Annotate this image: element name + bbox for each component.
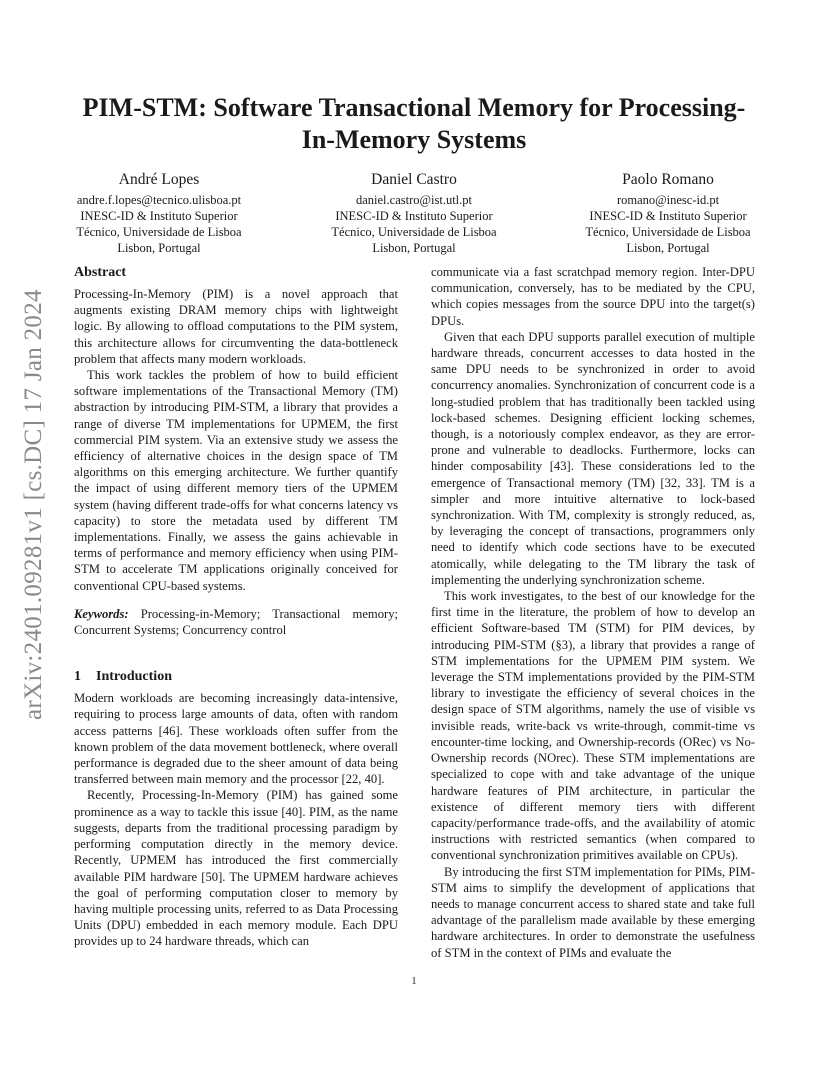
section-heading bbox=[74, 668, 398, 686]
abstract-paragraph: Processing-In-Memory (PIM) is a novel approach that augments existing DRAM memory chips with lightweight logic. By allowing to offload computations to the PIM system, this architecture allows for circumventing the data-bottleneck problem that affects many modern workloads. bbox=[74, 287, 398, 366]
abstract-heading: Abstract bbox=[74, 265, 127, 280]
author-location: Lisbon, Portugal bbox=[117, 241, 201, 255]
body-paragraph: Recently, Processing-In-Memory (PIM) has gained some prominence as a way to tackle this issue [40]. PIM, as the name suggests, departs from the traditional processing paradigm by performing computation directly in the memory device. Recently, UPMEM has introduced the first commercially available PIM hardware [50]. The UPMEM hardware achieves the goal of performing computation closer to memory by having multiple processing units, referred to as Data Processing Units (DPU) embedded in each memory module. Each DPU provides up to 24 hardware threads, which can bbox=[74, 788, 398, 949]
author-affiliation: INESC-ID & Instituto Superior bbox=[589, 209, 747, 223]
body-paragraph: Given that each DPU supports parallel execution of multiple hardware threads, concurrent accesses to data hosted in the same DPU needs to be synchronized in order to avoid concurrency anomalies. Synchronization of concurrent code is a long-studied problem that has traditionally been tackled using lock-based schemes. Designing efficient locking schemes, though, is a notoriously complex endeavor, as they are error-prone and vulnerable to deadlocks. Furthermore, locks can hinder composability [43]. These considerations led to the emergence of Transactional memory (TM) [32, 33]. TM is a simpler and more intuitive alternative to lock-based synchronization. With TM, complexity is strongly reduced, as, by leveraging the concept of transactions, programmers only need to identify which code sections have to be executed atomically, while delegating to the TM library the task of implementing the underlying synchronization scheme. bbox=[431, 329, 755, 587]
section-title: Introduction bbox=[96, 669, 172, 685]
keywords bbox=[74, 606, 398, 638]
keywords-text: Processing-in-Memory; Transactional memory; Concurrent Systems; Concurrency control bbox=[74, 606, 398, 638]
author-affiliation: Técnico, Universidade de Lisboa bbox=[331, 225, 497, 239]
author-block bbox=[553, 170, 783, 256]
author-block bbox=[299, 170, 529, 256]
body-paragraph: Modern workloads are becoming increasingly data-intensive, requiring to process large amounts of data, often with random access patterns [46]. These workloads often suffer from the known problem of the data movement bottleneck, where overall performance is degraded due to the sheer amount of data being transferred between main memory and the processor [22, 40]. bbox=[74, 691, 398, 787]
author-email: daniel.castro@ist.utl.pt bbox=[355, 193, 472, 207]
arxiv-identifier: arXiv:2401.09281v1 [cs.DC] 17 Jan 2024 bbox=[20, 289, 47, 720]
author-location: Lisbon, Portugal bbox=[372, 241, 456, 255]
author-email: andre.f.lopes@tecnico.ulisboa.pt bbox=[76, 193, 242, 207]
keywords-label: Keywords: bbox=[74, 606, 129, 621]
author-location: Lisbon, Portugal bbox=[626, 241, 710, 255]
author-affiliation: INESC-ID & Instituto Superior bbox=[335, 209, 493, 223]
author-name: André Lopes bbox=[118, 171, 200, 188]
author-email: romano@inesc-id.pt bbox=[616, 193, 720, 207]
body-paragraph: By introducing the first STM implementation for PIMs, PIM-STM aims to simplify the development of applications that needs to manage concurrent access to shared state and take full advantage of the parallelism made available by these emerging hardware architectures. In order to demonstrate the usefulness of STM in the context of PIMs and evaluate the bbox=[431, 864, 755, 960]
author-name: Daniel Castro bbox=[371, 171, 457, 188]
author-affiliation: INESC-ID & Instituto Superior bbox=[80, 209, 238, 223]
page-number: 1 bbox=[411, 976, 417, 987]
abstract-paragraph: This work tackles the problem of how to build efficient software implementations of the Transactional Memory (TM) abstraction by introducing PIM-STM, a library that provides a range of diverse TM implementations for UPMEM, the first commercial PIM system. Via an extensive study we assess the efficiency of alternative choices in the design space of TM algorithms on this emerging architecture. We further quantify the impact of using different memory tiers of the UPMEM system (having different trade-offs for what concerns latency vs capacity) to store the metadata used by different TM implementations. Finally, we assess the gains achievable in terms of performance and memory efficiency when using PIM-STM to accelerate TM applications originally conceived for conventional CPU-based systems. bbox=[74, 368, 398, 593]
author-affiliation: Técnico, Universidade de Lisboa bbox=[76, 225, 242, 239]
paper-title: PIM-STM: Software Transactional Memory for Processing-In-Memory Systems bbox=[82, 93, 746, 154]
left-column bbox=[74, 264, 398, 950]
section-number: 1 bbox=[74, 669, 81, 685]
body-paragraph: communicate via a fast scratchpad memory region. Inter-DPU communication, conversely, has to be mediated by the CPU, which copies messages from the source DPU into the target(s) DPUs. bbox=[431, 265, 755, 328]
author-affiliation: Técnico, Universidade de Lisboa bbox=[585, 225, 751, 239]
author-name: Paolo Romano bbox=[622, 171, 714, 188]
right-column bbox=[431, 264, 755, 961]
body-paragraph: This work investigates, to the best of our knowledge for the first time in the literature, the problem of how to develop an efficient Software-based TM (STM) for PIM devices, by introducing PIM-STM (§3), a library that provides a range of STM implementations for the UPMEM PIM system. We leverage the STM implementations provided by the PIM-STM library to investigate the efficiency of several choices in the design space of STM algorithms, namely the use of visible vs invisible reads, write-back vs write-through, commit-time vs encounter-time locking, and Ownership-records (ORec) vs No-Ownership records (NOrec). These STM implementations are specialized to cope with and take advantage of the unique hardware features of PIM architecture, in particular the existence of different memory tiers with different capacity/performance trade-offs, and the availability of atomic instructions with restricted semantics (when compared to conventional synchronization primitives available on CPUs). bbox=[431, 589, 755, 863]
author-block bbox=[44, 170, 274, 256]
